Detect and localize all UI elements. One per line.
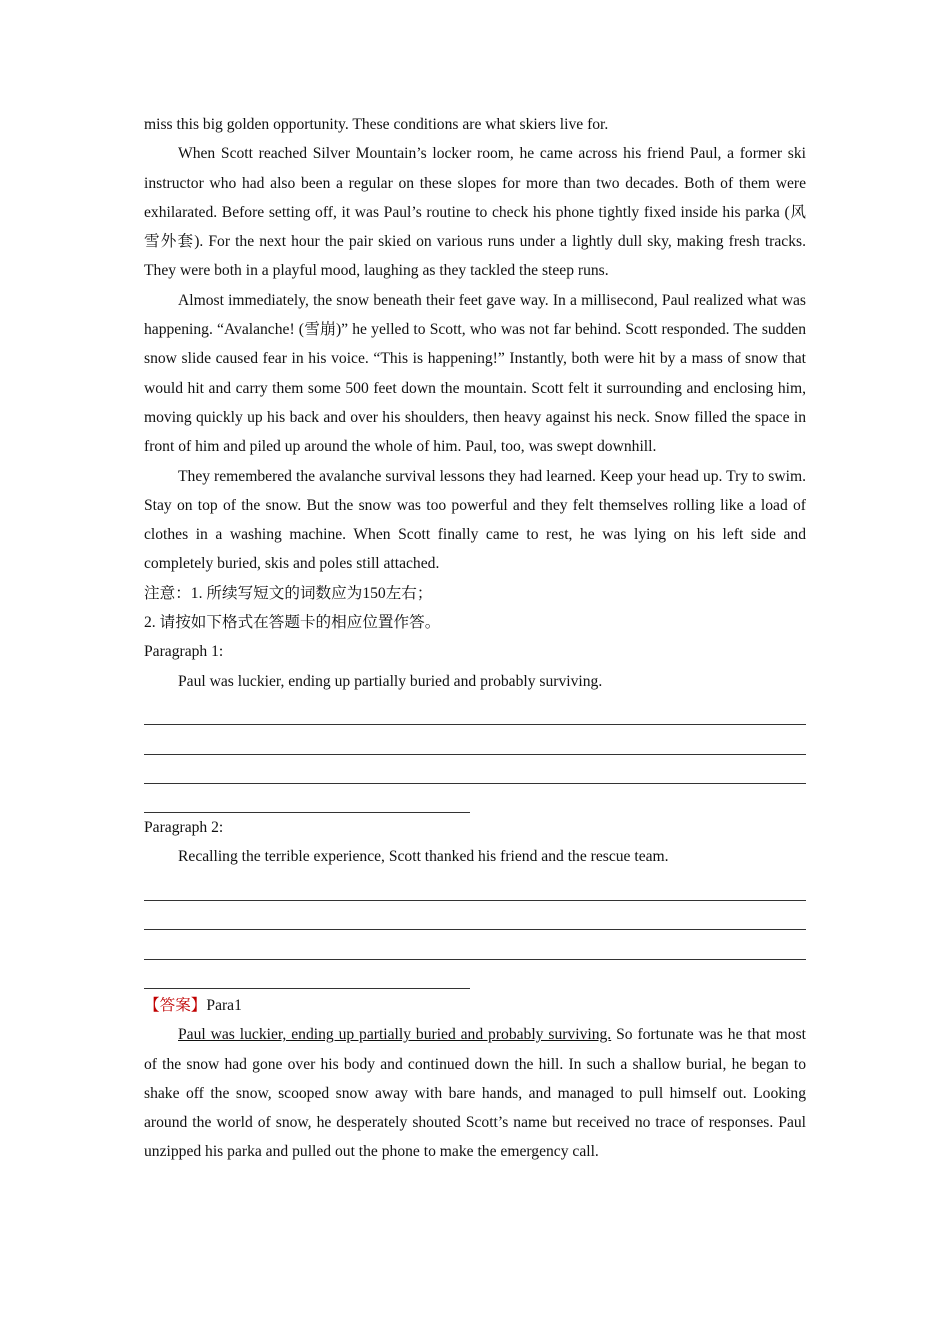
answer-line[interactable] <box>144 872 806 901</box>
answer-underlined-opening: Paul was luckier, ending up partially buried and probably surviving. <box>178 1026 612 1044</box>
answer-body: So fortunate was he that most of the snow had gone over his body and continued down the hill. In such a shallow burial, he began to shake off the snow, scooped snow away with bare hands, and managed to pull himself out. Looking around the world of snow, he desperately shouted Scott’s name but received no trace of responses. Paul unzipped his parka and pulled out the phone to make the emergency call. <box>144 1026 806 1161</box>
answer-line[interactable] <box>144 930 806 959</box>
note-2: 2. 请按如下格式在答题卡的相应位置作答。 <box>144 614 441 632</box>
story-paragraph-1: When Scott reached Silver Mountain’s locker room, he came across his friend Paul, a former ski instructor who had also been a regular on these slopes for more than two decades. Both of them were exhilarated. Before setting off, it was Paul’s routine to check his phone tightly fixed inside his parka (风 雪外套). For the next hour the pair skied on various runs under a lightly dull sky, making fresh tracks. They were both in a playful mood, laughing as they tackled the steep runs. <box>144 145 806 280</box>
story-paragraph-3: They remembered the avalanche survival lessons they had learned. Keep your head up. Try to swim. Stay on top of the snow. But the snow was too powerful and they felt themselves rolling like a load of clothes in a washing machine. When Scott finally came to rest, he was lying on his left side and completely buried, skis and poles still attached. <box>144 467 806 573</box>
answer-line[interactable] <box>144 755 806 784</box>
paragraph-1-opening: Paul was luckier, ending up partially buried and probably surviving. <box>178 672 603 690</box>
paragraph-2-opening: Recalling the terrible experience, Scott thanked his friend and the rescue team. <box>178 848 669 866</box>
paragraph-2-label: Paragraph 2: <box>144 819 224 837</box>
answer-paragraph <box>144 1020 806 1166</box>
answer-line[interactable] <box>144 901 806 930</box>
answer-para-label: Para1 <box>206 996 242 1014</box>
story-paragraph-0: miss this big golden opportunity. These conditions are what skiers live for. <box>144 116 609 133</box>
paragraph-1-label: Paragraph 1: <box>144 643 224 661</box>
answer-line[interactable] <box>144 960 470 989</box>
answer-line[interactable] <box>144 725 806 754</box>
story-paragraph-2: Almost immediately, the snow beneath their feet gave way. In a millisecond, Paul realized what was happening. “Avalanche! (雪崩)” he yelled to Scott, who was not far behind. Scott responded. The sudden snow slide caused fear in his voice. “This is happening!” Instantly, both were hit by a mass of snow that would hit and carry them some 500 feet down the mountain. Scott felt it surrounding and enclosing him, moving quickly up his back and over his shoulders, then heavy against his neck. Snow filled the space in front of him and piled up around the whole of him. Paul, too, was swept downhill. <box>144 291 806 456</box>
answer-heading <box>144 991 806 1020</box>
answer-line[interactable] <box>144 784 470 813</box>
answer-line[interactable] <box>144 696 806 725</box>
note-1: 注意：1. 所续写短文的词数应为150左右； <box>144 584 433 602</box>
document-page <box>144 110 806 1167</box>
answer-tag: 【答案】 <box>144 996 207 1014</box>
